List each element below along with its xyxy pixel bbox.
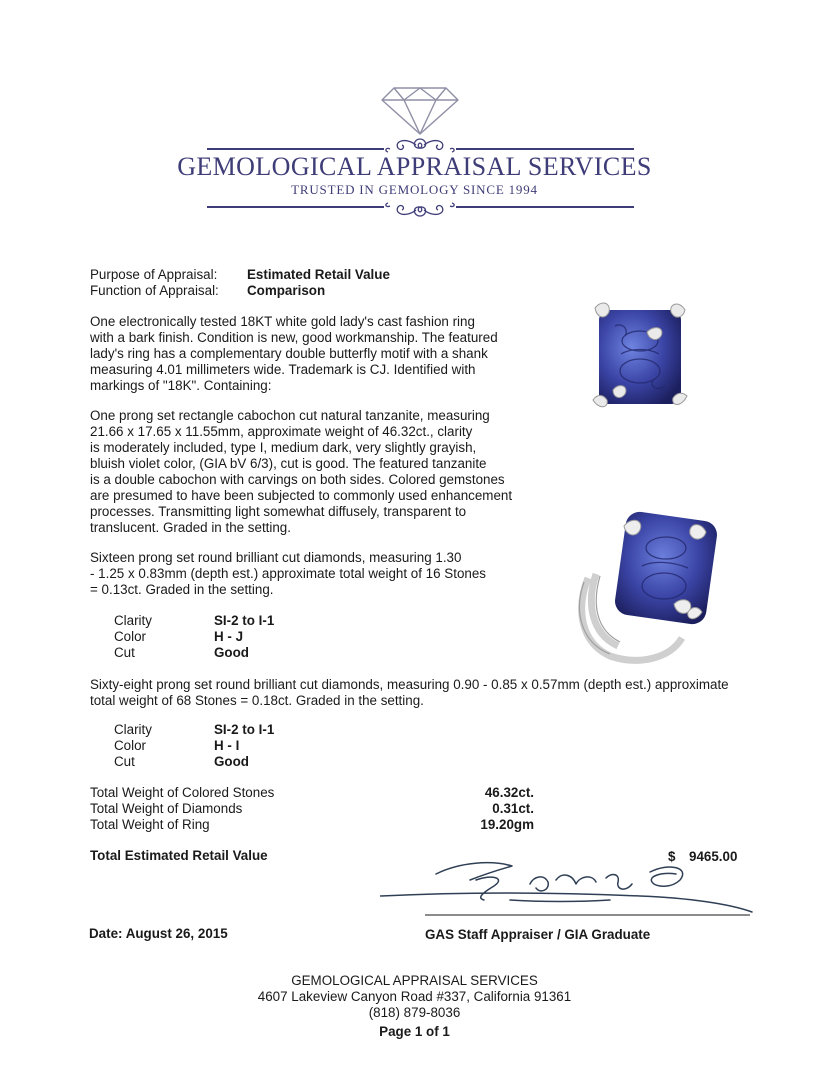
appraisal-date: Date: August 26, 2015 (89, 926, 228, 941)
grade-label-clarity: Clarity (114, 722, 152, 737)
company-tagline: TRUSTED IN GEMOLOGY SINCE 1994 (291, 182, 538, 197)
grade-value-cut: Good (214, 754, 249, 769)
header-rule-bottom-left (207, 206, 384, 208)
diamonds-16-description (90, 550, 486, 598)
purpose-value: Estimated Retail Value (247, 267, 390, 282)
grade-value-cut: Good (214, 645, 249, 660)
text-line: with a bark finish. Condition is new, good workmanship. The featured (90, 330, 498, 345)
grade-label-cut: Cut (114, 754, 135, 769)
total-ring-weight-label: Total Weight of Ring (90, 817, 210, 832)
header-rule-top-left (207, 148, 384, 150)
text-line: Sixteen prong set round brilliant cut diamonds, measuring 1.30 (90, 550, 462, 565)
diamonds-68-description (90, 677, 729, 709)
text-line: total weight of 68 Stones = 0.18ct. Graded in the setting. (90, 693, 424, 708)
function-value: Comparison (247, 283, 326, 298)
grade-label-clarity: Clarity (114, 613, 152, 628)
ring-side-view-image (570, 508, 730, 668)
footer-company: GEMOLOGICAL APPRAISAL SERVICES (291, 973, 538, 988)
text-line: One prong set rectangle cabochon cut natural tanzanite, measuring (90, 408, 490, 423)
text-line: processes. Transmitting light somewhat diffusely, transparent to (90, 504, 467, 519)
text-line: One electronically tested 18KT white gold lady's cast fashion ring (90, 314, 475, 329)
text-line: - 1.25 x 0.83mm (depth est.) approximate total weight of 16 Stones (90, 566, 486, 581)
ornament-bottom-icon (380, 198, 460, 220)
header-rule-top-right (456, 148, 634, 150)
footer-address: 4607 Lakeview Canyon Road #337, California 91361 (257, 989, 572, 1004)
retail-currency: $ (668, 849, 676, 864)
text-line: 21.66 x 17.65 x 11.55mm, approximate weight of 46.32ct., clarity (90, 424, 473, 439)
total-diamonds-label: Total Weight of Diamonds (90, 801, 243, 816)
text-line: is moderately included, type I, medium dark, very slightly grayish, (90, 440, 477, 455)
ring-description (90, 314, 498, 394)
company-name: GEMOLOGICAL APPRAISAL SERVICES (177, 152, 652, 181)
retail-value-label: Total Estimated Retail Value (90, 848, 268, 863)
footer-phone: (818) 879-8036 (368, 1005, 461, 1020)
grade-value-color: H - I (214, 738, 240, 753)
total-diamonds-value: 0.31ct. (492, 801, 534, 816)
text-line: Sixty-eight prong set round brilliant cut diamonds, measuring 0.90 - 0.85 x 0.57mm (depth est.) approximate (90, 677, 729, 692)
grade-value-color: H - J (214, 629, 244, 644)
total-colored-stones-label: Total Weight of Colored Stones (90, 785, 275, 800)
text-line: are presumed to have been subjected to commonly used enhancement (90, 488, 513, 503)
text-line: translucent. Graded in the setting. (90, 520, 291, 535)
function-label: Function of Appraisal: (90, 283, 219, 298)
diamond-logo-icon (380, 84, 460, 136)
text-line: markings of "18K". Containing: (90, 378, 272, 393)
grade-label-color: Color (114, 629, 146, 644)
total-colored-stones-value: 46.32ct. (484, 785, 534, 800)
text-line: lady's ring has a complementary double butterfly motif with a shank (90, 346, 488, 361)
tanzanite-description (90, 408, 512, 536)
grade-label-color: Color (114, 738, 146, 753)
ring-top-view-image (585, 296, 695, 416)
text-line: = 0.13ct. Graded in the setting. (90, 582, 274, 597)
total-ring-weight-value: 19.20gm (480, 817, 534, 832)
text-line: measuring 4.01 millimeters wide. Trademark is CJ. Identified with (90, 362, 476, 377)
signature-image (380, 852, 760, 922)
header-rule-bottom-right (456, 206, 634, 208)
grade-label-cut: Cut (114, 645, 135, 660)
text-line: is a double cabochon with carvings on both sides. Colored gemstones (90, 472, 505, 487)
text-line: bluish violet color, (GIA bV 6/3), cut is good. The featured tanzanite (90, 456, 487, 471)
purpose-label: Purpose of Appraisal: (90, 267, 218, 282)
grade-value-clarity: SI-2 to I-1 (214, 722, 275, 737)
page-number: Page 1 of 1 (379, 1024, 450, 1039)
grade-value-clarity: SI-2 to I-1 (214, 613, 275, 628)
retail-amount: 9465.00 (689, 849, 738, 864)
appraiser-title: GAS Staff Appraiser / GIA Graduate (425, 927, 651, 942)
